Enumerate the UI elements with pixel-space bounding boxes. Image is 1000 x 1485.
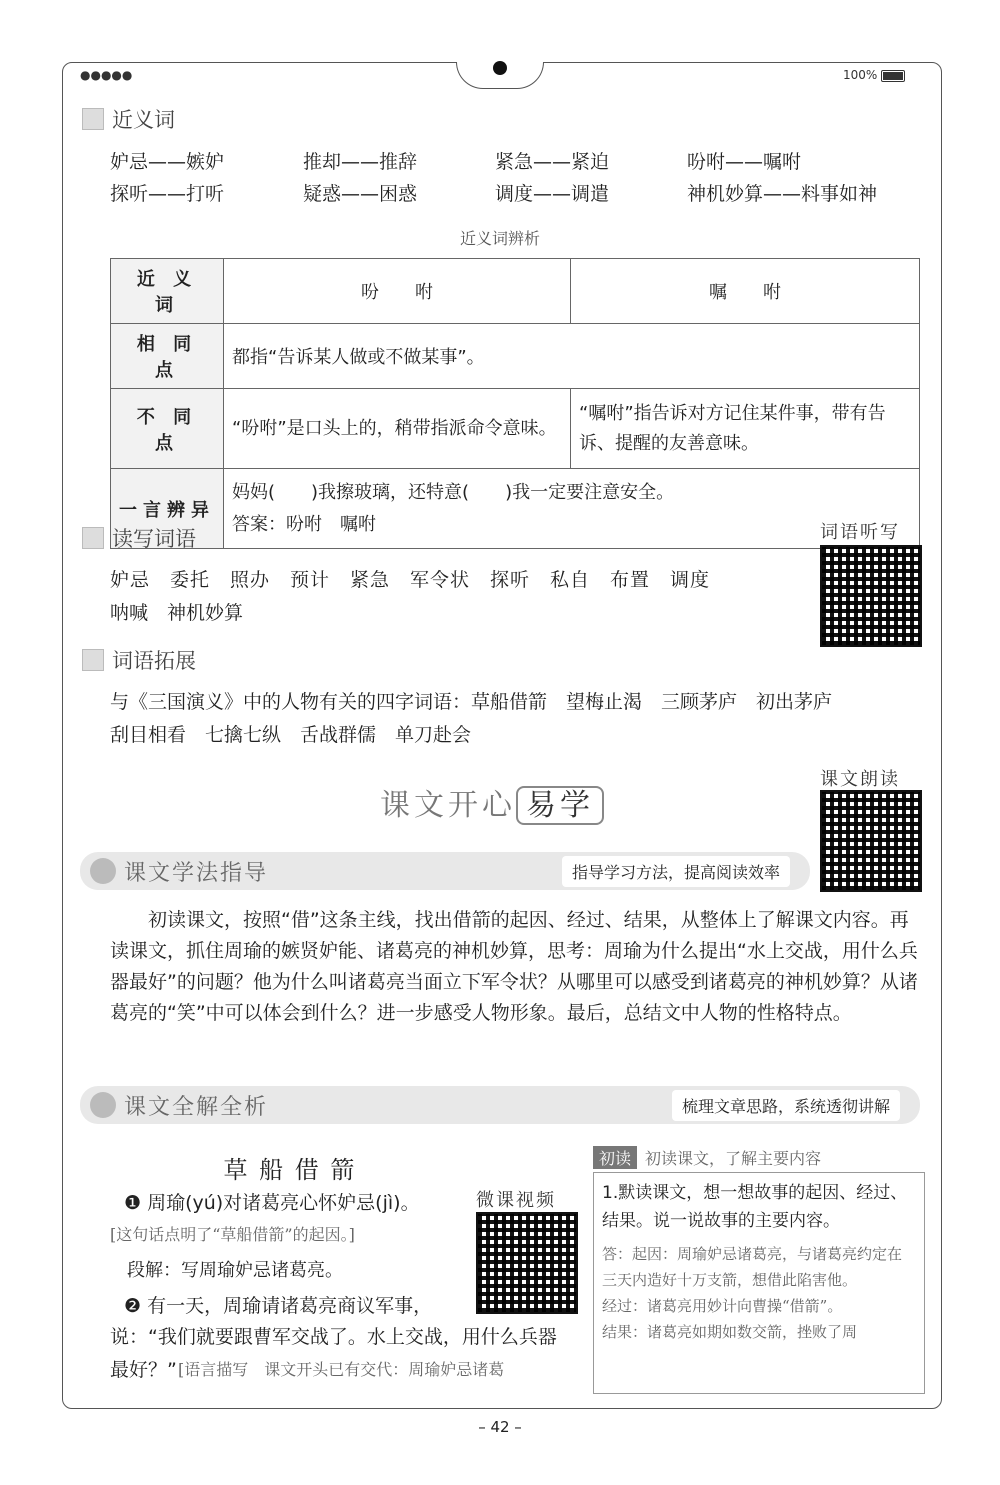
table-header: 近 义 词 [111, 259, 224, 324]
row-label: 不 同 点 [111, 389, 224, 469]
lesson-paragraph-1: ❶ 周瑜(yú)对诸葛亮心怀妒忌(jì)。 [124, 1192, 420, 1214]
read-write-title [82, 523, 196, 553]
battery-label: 100% [843, 68, 878, 82]
table-header: 嘱 咐 [571, 259, 920, 324]
read-write-title-text: 读写词语 [112, 527, 196, 551]
lesson-note-1: [这句话点明了“草船借箭”的起因。] [110, 1225, 355, 1244]
synonym-pair: 妒忌——嫉妒 [110, 151, 225, 173]
battery-status [843, 68, 905, 82]
guide-text: 初读课文，按照“借”这条主线，找出借箭的起因、经过、结果，从整体上了解课文内容。再读课文，抓住周瑜的嫉贤妒能、诸葛亮的神机妙算，思考：周瑜为什么提出“水上交战，用什么兵器最好”的问题？他为什么叫诸葛亮当面立下军令状？从哪里可以感受到诸葛亮的神机妙算？从诸葛亮的“笑”中可以体会到什么？进一步感受人物形象。最后，总结文中人物的性格特点。 [110, 909, 918, 1024]
word-list-1: 妒忌 委托 照办 预计 紧急 军令状 探听 私自 布置 调度 [110, 569, 711, 591]
table-cell: “嘱咐”指告诉对方记住某件事，带有告诉、提醒的友善意味。 [571, 389, 920, 469]
lesson-paragraph-2c: 最好？” [110, 1359, 177, 1381]
easy-text: 课文开心 [380, 788, 516, 823]
qr-label: 词语听写 [820, 522, 900, 543]
synonyms-title-text: 近义词 [112, 108, 175, 132]
word-list-2: 呐喊 神机妙算 [110, 602, 244, 624]
easy-learning-banner [380, 780, 604, 824]
analysis-icon [90, 1092, 116, 1118]
guide-icon [90, 858, 116, 884]
synonym-pair: 神机妙算——料事如神 [687, 183, 878, 205]
expand-line-2: 刮目相看 七擒七纵 舌战群儒 单刀赴会 [110, 724, 472, 746]
easy-highlight: 易学 [516, 786, 604, 825]
table-cell: 都指“告诉某人做或不做某事”。 [224, 324, 920, 389]
page-number: – 42 – [478, 1418, 522, 1436]
answer-process: 经过：诸葛亮用妙计向曹操“借箭”。 [602, 1297, 843, 1315]
synonym-pair: 推却——推辞 [303, 151, 418, 173]
lesson-paragraph-2b: 说：“我们就要跟曹军交战了。水上交战，用什么兵器 [110, 1326, 557, 1348]
table-cell: “吩咐”是口头上的，稍带指派命令意味。 [224, 389, 571, 469]
quiz-text: 妈妈( )我擦玻璃，还特意( )我一定要注意安全。 [232, 481, 675, 503]
reading-phase-header [593, 1146, 821, 1169]
phase-title: 初读课文，了解主要内容 [645, 1149, 822, 1168]
row-label: 一言辨异 [111, 469, 224, 549]
table-header: 吩 咐 [224, 259, 571, 324]
lesson-paragraph-2a: ❷ 有一天，周瑜请诸葛亮商议军事， [124, 1295, 433, 1317]
camera-icon [493, 61, 507, 75]
lesson-note-2: [语言描写 课文开头已有交代：周瑜妒忌诸葛 [178, 1360, 505, 1379]
full-subtitle: 梳理文章思路，系统透彻讲解 [672, 1090, 900, 1121]
synonym-row-2 [110, 179, 877, 206]
guide-banner [80, 852, 810, 890]
expand-title [82, 645, 196, 675]
question-text: 1.默读课文，想一想故事的起因、经过、结果。说一说故事的主要内容。 [602, 1183, 908, 1231]
synonym-pair: 调度——调遣 [495, 183, 610, 205]
qr-code-icon[interactable] [820, 545, 922, 647]
qr-label: 课文朗读 [820, 769, 900, 790]
expand-line-1: 与《三国演义》中的人物有关的四字词语：草船借箭 望梅止渴 三顾茅庐 初出茅庐 [110, 691, 833, 713]
phase-tag: 初读 [593, 1146, 637, 1169]
table-cell [224, 469, 920, 549]
qr-label: 微课视频 [476, 1190, 556, 1211]
row-label: 相 同 点 [111, 324, 224, 389]
guide-title [90, 856, 268, 887]
expand-icon [82, 649, 104, 671]
expand-title-text: 词语拓展 [112, 649, 196, 673]
synonym-pair: 探听——打听 [110, 183, 225, 205]
question-box [593, 1172, 925, 1394]
guide-title-text: 课文学法指导 [124, 860, 269, 886]
segment-explanation: 段解：写周瑜妒忌诸葛亮。 [127, 1260, 343, 1281]
synonym-analysis-table [110, 258, 920, 549]
section-icon [82, 108, 104, 130]
lesson-title: 草 船 借 箭 [223, 1156, 357, 1184]
book-icon [82, 527, 104, 549]
analysis-caption: 近义词辨析 [459, 229, 540, 248]
battery-icon [881, 70, 905, 82]
answer-cause: 答：起因：周瑜妒忌诸葛亮，与诸葛亮约定在三天内造好十万支箭，想借此陷害他。 [602, 1245, 903, 1289]
quiz-answer: 答案：吩咐 嘱咐 [232, 513, 376, 535]
answer-result: 结果：诸葛亮如期如数交箭，挫败了周 [602, 1323, 858, 1341]
synonym-pair: 紧急——紧迫 [495, 151, 610, 173]
synonym-row-1 [110, 147, 801, 174]
synonym-pair: 疑惑——困惑 [303, 183, 418, 205]
full-analysis-banner [80, 1086, 920, 1124]
synonyms-title [82, 104, 175, 134]
qr-code-icon[interactable] [820, 790, 922, 892]
guide-subtitle: 指导学习方法，提高阅读效率 [562, 856, 790, 887]
qr-code-icon[interactable] [476, 1212, 578, 1314]
synonym-pair: 吩咐——嘱咐 [687, 151, 802, 173]
full-title-text: 课文全解全析 [124, 1094, 269, 1120]
signal-indicator: ●●●●● [80, 68, 133, 82]
full-title [90, 1090, 268, 1121]
